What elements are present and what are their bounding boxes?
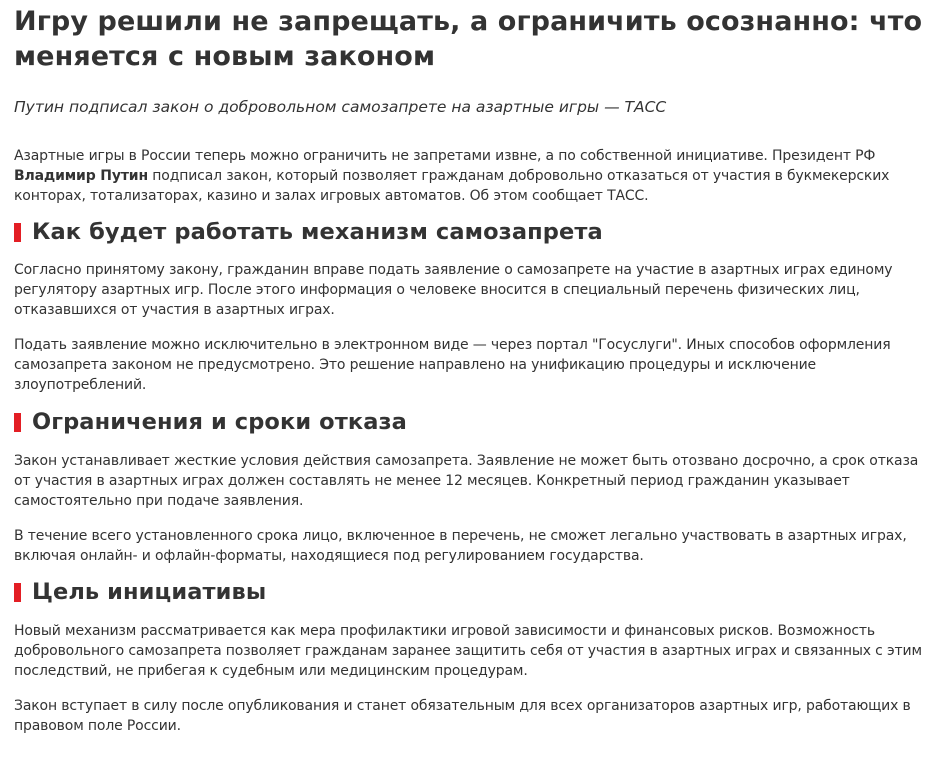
section-heading-restrictions <box>14 405 931 439</box>
section-title: Цель инициативы <box>32 579 267 605</box>
section-paragraph: Закон вступает в силу после опубликования и станет обязательным для всех организаторов азартных игр, работающих в правовом поле России. <box>14 698 911 734</box>
section-title: Как будет работать механизм самозапрета <box>32 219 603 245</box>
article-headline: Игру решили не запрещать, а ограничить осознанно: что меняется с новым законом <box>14 6 923 72</box>
section-paragraph: В течение всего установленного срока лицо, включенное в перечень, не сможет легально участвовать в азартных играх, включая онлайн- и офлайн-форматы, находящиеся под регулированием государства. <box>14 528 907 564</box>
section-heading-goal <box>14 575 931 609</box>
section-marker-icon <box>14 413 21 432</box>
section-paragraph: Закон устанавливает жесткие условия действия самозапрета. Заявление не может быть отозвано досрочно, а срок отказа от участия в азартных играх должен составлять не менее 12 месяцев. Конкретный период гражданин указывает самостоятельно при подаче заявления. <box>14 453 919 509</box>
intro-text-bold-name: Владимир Путин <box>14 168 148 184</box>
section-heading-mechanism <box>14 215 931 249</box>
section-paragraph: Подать заявление можно исключительно в электронном виде — через портал "Госуслуги". Иных способов оформления самозапрета законом не предусмотрено. Это решение направлено на унификацию процедуры и исключение злоупотреблений. <box>14 337 891 393</box>
article-lead: Путин подписал закон о добровольном самозапрете на азартные игры — ТАСС <box>14 98 667 116</box>
intro-paragraph <box>14 146 931 206</box>
section-title: Ограничения и сроки отказа <box>32 409 407 435</box>
section-marker-icon <box>14 223 21 242</box>
section-marker-icon <box>14 583 21 602</box>
section-paragraph: Новый механизм рассматривается как мера профилактики игровой зависимости и финансовых рисков. Возможность добровольного самозапрета позволяет гражданам заранее защитить себя от участия в азартных играх и связанных с этим последствий, не прибегая к судебным или медицинским процедурам. <box>14 623 922 679</box>
intro-text-part2: подписал закон, который позволяет гражданам добровольно отказаться от участия в букмекерских конторах, тотализаторах, казино и залах игровых автоматов. Об этом сообщает ТАСС. <box>14 168 890 204</box>
intro-text-part1: Азартные игры в России теперь можно ограничить не запретами извне, а по собственной инициативе. Президент РФ <box>14 148 876 164</box>
section-paragraph: Согласно принятому закону, гражданин вправе подать заявление о самозапрете на участие в азартных играх единому регулятору азартных игр. После этого информация о человеке вносится в специальный перечень физических лиц, отказавшихся от участия в азартных играх. <box>14 262 893 318</box>
article <box>0 4 945 736</box>
